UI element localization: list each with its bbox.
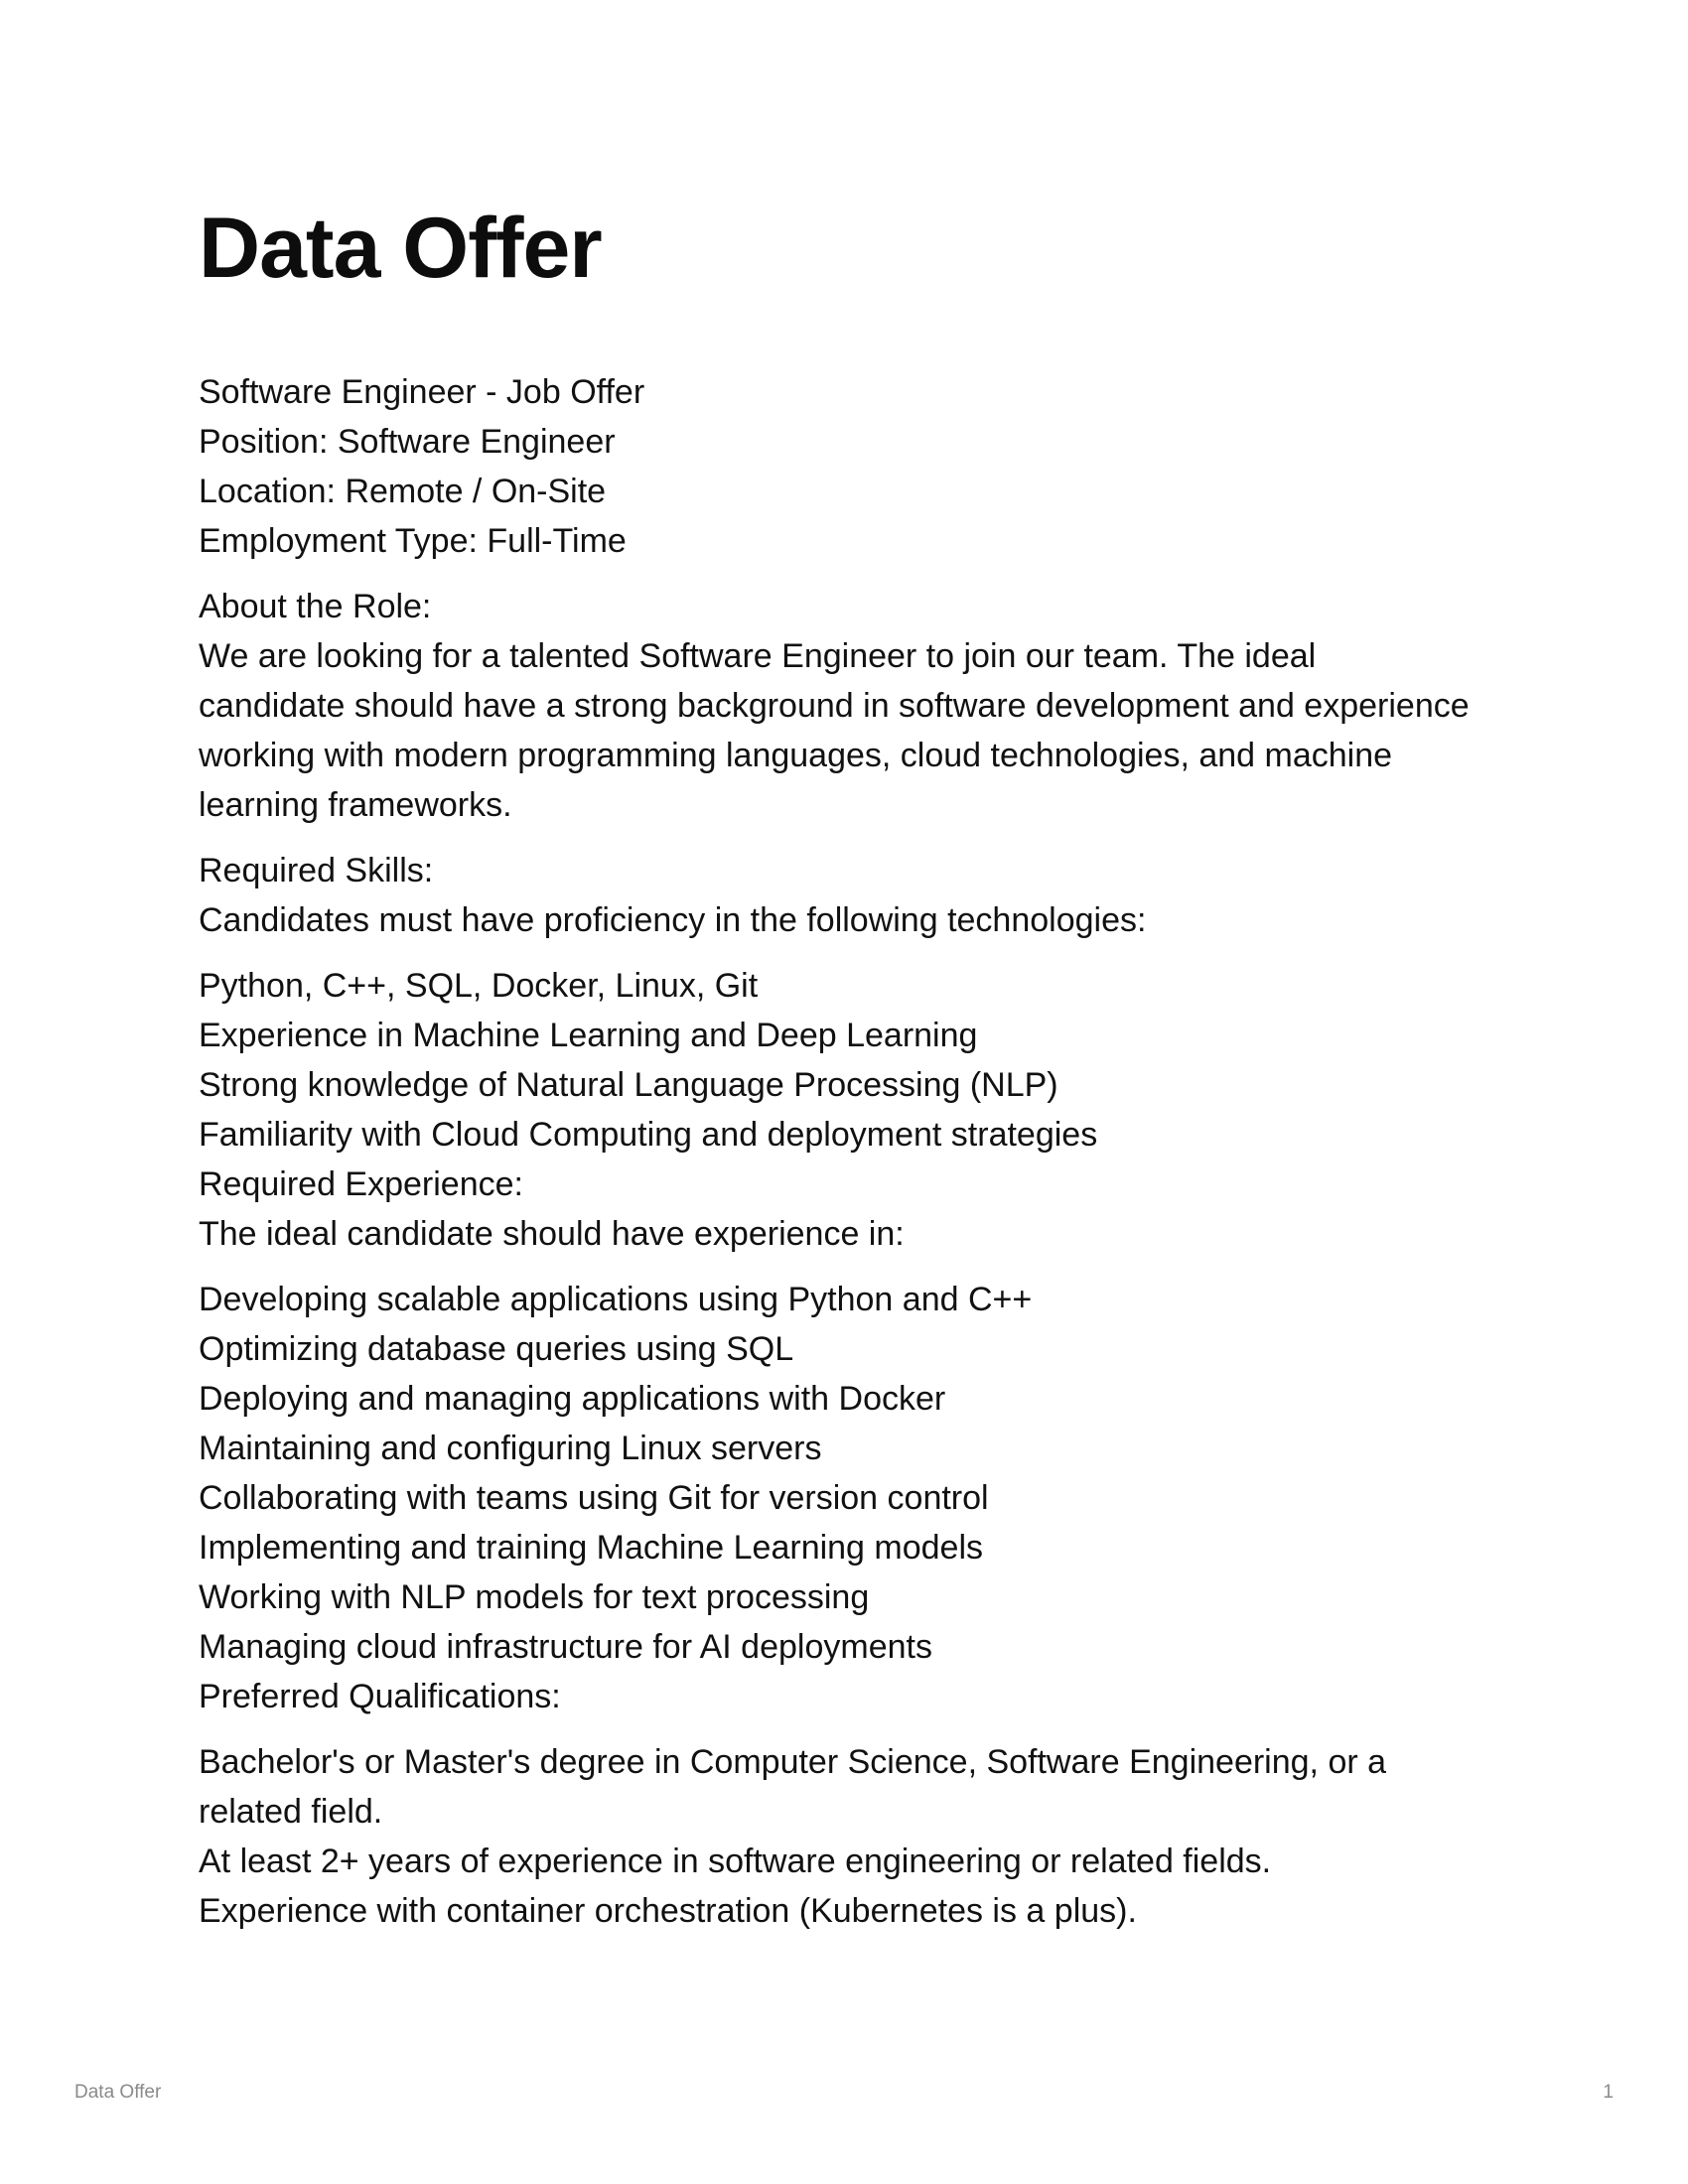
skill-item: Experience in Machine Learning and Deep Learning xyxy=(199,1017,978,1054)
footer-document-title: Data Offer xyxy=(74,2082,162,2103)
skills-heading: Required Skills: xyxy=(199,852,434,889)
position-line: Position: Software Engineer xyxy=(199,423,616,461)
experience-item: Implementing and training Machine Learning models xyxy=(199,1529,984,1567)
header-block xyxy=(199,367,1489,566)
footer-page-number: 1 xyxy=(1603,2082,1614,2103)
about-heading: About the Role: xyxy=(199,588,432,625)
experience-item: Deploying and managing applications with Docker xyxy=(199,1380,946,1418)
experience-intro: The ideal candidate should have experience in: xyxy=(199,1215,905,1253)
qualifications-list xyxy=(199,1737,1489,1936)
qualifications-heading: Preferred Qualifications: xyxy=(199,1678,561,1715)
document-title: Data Offer xyxy=(199,201,602,296)
skills-and-experience-list xyxy=(199,961,1489,1259)
document-content xyxy=(199,199,1489,1952)
skills-section xyxy=(199,846,1489,945)
experience-item: Optimizing database queries using SQL xyxy=(199,1330,794,1368)
employment-type-line: Employment Type: Full-Time xyxy=(199,522,627,560)
skill-item: Python, C++, SQL, Docker, Linux, Git xyxy=(199,967,759,1005)
about-text: We are looking for a talented Software Engineer to join our team. The ideal candidate should have a strong background in software development and experience working with modern programming languages, cloud technologies, and machine learning frameworks. xyxy=(199,637,1470,824)
qualification-item: Experience with container orchestration (Kubernetes is a plus). xyxy=(199,1892,1137,1930)
qualification-item: Bachelor's or Master's degree in Computer Science, Software Engineering, or a related field. xyxy=(199,1743,1387,1831)
experience-item: Managing cloud infrastructure for AI deployments xyxy=(199,1628,932,1666)
experience-heading: Required Experience: xyxy=(199,1165,523,1203)
experience-item: Collaborating with teams using Git for version control xyxy=(199,1479,989,1517)
about-section xyxy=(199,582,1489,830)
location-line: Location: Remote / On-Site xyxy=(199,473,607,510)
skills-intro: Candidates must have proficiency in the following technologies: xyxy=(199,901,1147,939)
experience-item: Developing scalable applications using Python and C++ xyxy=(199,1281,1033,1318)
skill-item: Strong knowledge of Natural Language Processing (NLP) xyxy=(199,1066,1058,1104)
experience-item: Maintaining and configuring Linux servers xyxy=(199,1430,822,1467)
experience-list xyxy=(199,1275,1489,1721)
job-offer-heading: Software Engineer - Job Offer xyxy=(199,373,645,411)
experience-item: Working with NLP models for text processing xyxy=(199,1578,870,1616)
skill-item: Familiarity with Cloud Computing and deployment strategies xyxy=(199,1116,1098,1154)
qualification-item: At least 2+ years of experience in software engineering or related fields. xyxy=(199,1843,1272,1880)
